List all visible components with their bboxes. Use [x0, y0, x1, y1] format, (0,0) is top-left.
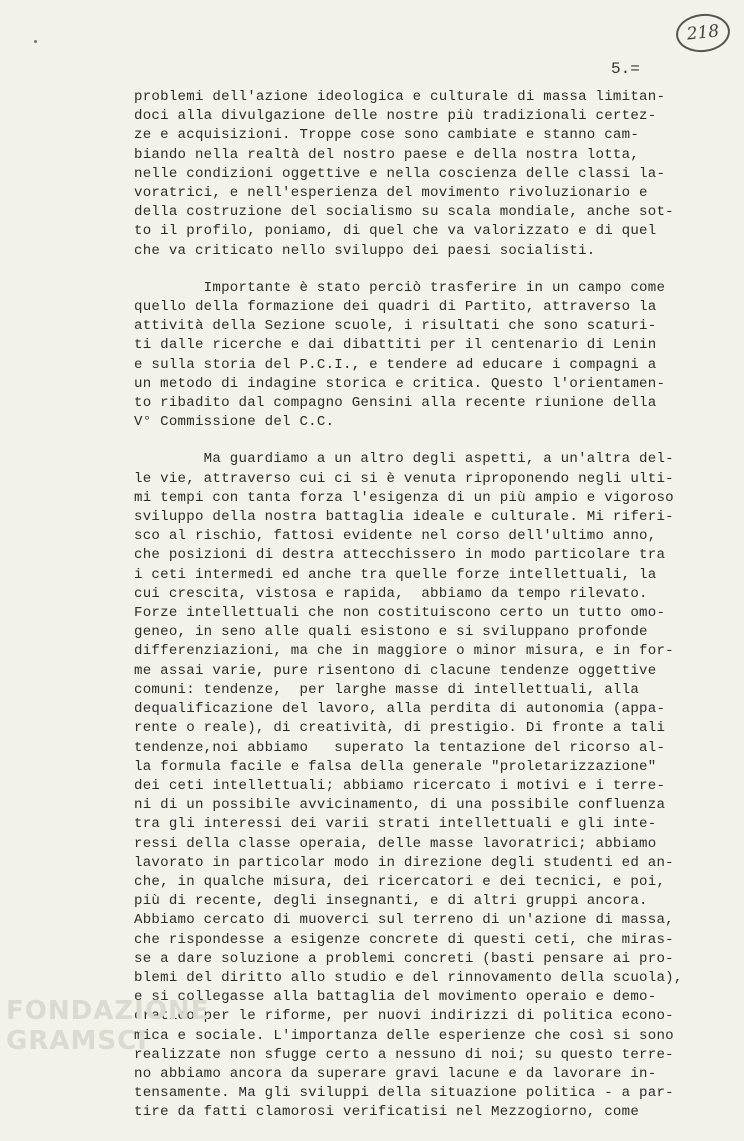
text-line: Forze intellettuali che non costituiscono certo un tutto omo-: [134, 605, 666, 622]
text-line: doci alla divulgazione delle nostre più tradizionali certez-: [134, 108, 657, 125]
paragraph: [134, 450, 724, 1122]
text-line: ti dalle ricerche e dai dibattiti per il centenario di Lenin: [134, 337, 657, 354]
paragraph: [134, 88, 724, 261]
text-line: ni di un possibile avvicinamento, di una possibile confluenza: [134, 797, 666, 814]
watermark-line-2: GRAMSCI: [6, 1026, 148, 1056]
text-line: realizzate non sfugge certo a nessuno di noi; su questo terre-: [134, 1046, 674, 1063]
text-line: e si collegasse alla battaglia del movimento operaio e demo-: [134, 989, 657, 1006]
text-line: i ceti intermedi ed anche tra quelle forze intellettuali, la: [134, 566, 657, 583]
text-line: problemi dell'azione ideologica e culturale di massa limitan-: [134, 89, 666, 105]
text-line: comuni: tendenze, per larghe masse di intellettuali, alla: [134, 681, 640, 698]
text-line: dei ceti intellettuali; abbiamo ricercato i motivi e i terre-: [134, 777, 666, 794]
text-line: che posizioni di destra attecchissero in modo particolare tra: [134, 547, 666, 564]
text-line: blemi del diritto allo studio e del rinnovamento della scuola),: [134, 969, 683, 986]
text-line: dequalificazione del lavoro, alla perdita di autonomia (appa-: [134, 701, 666, 718]
text-line: ressi della classe operaia, delle masse lavoratrici; abbiamo: [134, 835, 657, 852]
text-line: sco al rischio, fattosi evidente nel corso dell'ultimo anno,: [134, 528, 657, 545]
text-line: che, in qualche misura, dei ricercatori e dei tecnici, e poi,: [134, 873, 666, 890]
text-line: ze e acquisizioni. Troppe cose sono cambiate e stanno cam-: [134, 127, 640, 144]
text-line: to ribadito dal compagno Gensini alla recente riunione della: [134, 395, 657, 412]
text-line: Importante è stato perciò trasferire in un campo come: [134, 279, 666, 296]
text-line: quello della formazione dei quadri di Partito, attraverso la: [134, 299, 657, 316]
text-line: sviluppo della nostra battaglia ideale e culturale. Mi riferi-: [134, 509, 674, 526]
text-line: nelle condizioni oggettive e nella coscienza delle classi la-: [134, 165, 666, 182]
text-line: attività della Sezione scuole, i risultati che sono scaturi-: [134, 318, 657, 335]
margin-dot: [34, 40, 37, 43]
text-line: mica e sociale. L'importanza delle esperienze che così si sono: [134, 1027, 674, 1044]
typewritten-body: [134, 88, 724, 1141]
text-line: tire da fatti clamorosi verificatisi nel Mezzogiorno, come: [134, 1104, 640, 1121]
text-line: tra gli interessi dei varii strati intellettuali e gli inte-: [134, 816, 657, 833]
text-line: to il profilo, poniamo, di quel che va valorizzato e di quel: [134, 223, 657, 240]
text-line: biando nella realtà del nostro paese e della nostra lotta,: [134, 146, 640, 163]
text-line: le vie, attraverso cui ci si è venuta riproponendo negli ulti-: [134, 470, 674, 487]
text-line: un metodo di indagine storica e critica. Questo l'orientamen-: [134, 375, 666, 392]
text-line: della costruzione del socialismo su scala mondiale, anche sot-: [134, 204, 674, 221]
text-line: me assai varie, pure risentono di clacune tendenze oggettive: [134, 662, 657, 679]
text-line: voratrici, e nell'esperienza del movimento rivoluzionario e: [134, 185, 648, 202]
text-line: che va criticato nello sviluppo dei paesi socialisti.: [134, 242, 596, 259]
text-line: tendenze,noi abbiamo superato la tentazione del ricorso al-: [134, 739, 666, 756]
text-line: cratico per le riforme, per nuovi indirizzi di politica econo-: [134, 1008, 674, 1025]
text-line: no abbiamo ancora da superare gravi lacune e da lavorare in-: [134, 1065, 657, 1082]
text-line: differenziazioni, ma che in maggiore o minor misura, e in for-: [134, 643, 674, 660]
text-line: che rispondesse a esigenze concrete di questi ceti, che miras-: [134, 931, 674, 948]
foundation-watermark: [6, 996, 209, 1056]
text-line: Ma guardiamo a un altro degli aspetti, a un'altra del-: [134, 451, 674, 468]
text-line: mi tempi con tanta forza l'esigenza di un più ampio e vigoroso: [134, 489, 674, 506]
text-line: rente o reale), di creatività, di prestigio. Di fronte a tali: [134, 720, 666, 737]
archive-page-stamp: 218: [674, 11, 732, 54]
text-line: se a dare soluzione a problemi concreti (basti pensare ai pro-: [134, 950, 674, 967]
page-marker: 5.=: [611, 60, 640, 78]
text-line: tensamente. Ma gli sviluppi della situazione politica - a par-: [134, 1085, 674, 1102]
text-line: cui crescita, vistosa e rapida, abbiamo da tempo rilevato.: [134, 585, 648, 602]
text-line: V° Commissione del C.C.: [134, 414, 335, 431]
watermark-line-1: FONDAZIONE: [6, 996, 210, 1026]
text-line: e sulla storia del P.C.I., e tendere ad educare i compagni a: [134, 356, 657, 373]
text-line: la formula facile e falsa della generale "proletarizzazione": [134, 758, 657, 775]
text-line: Abbiamo cercato di muoverci sul terreno di un'azione di massa,: [134, 912, 674, 929]
paragraph: [134, 279, 724, 433]
text-line: lavorato in particolar modo in direzione degli studenti ed an-: [134, 854, 674, 871]
text-line: geneo, in seno alle quali esistono e si sviluppano profonde: [134, 624, 648, 641]
text-line: più di recente, degli insegnanti, e di altri gruppi ancora.: [134, 893, 648, 910]
